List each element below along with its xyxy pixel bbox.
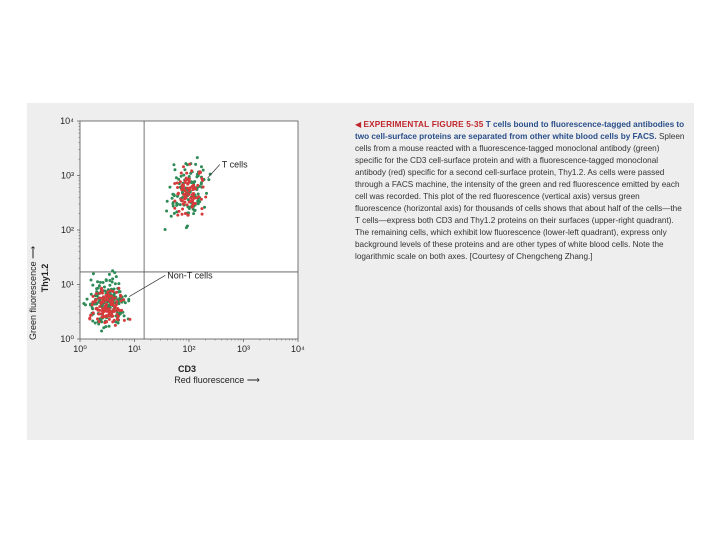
red-point xyxy=(191,199,194,202)
red-point xyxy=(108,295,111,298)
green-point xyxy=(102,281,105,284)
red-point xyxy=(182,184,185,187)
green-point xyxy=(90,278,93,281)
green-point xyxy=(172,163,175,166)
green-point xyxy=(182,174,185,177)
figure-panel xyxy=(27,103,694,440)
green-point xyxy=(103,285,106,288)
x-tick-label: 10² xyxy=(182,344,196,354)
figure-title: T cells bound to fluorescence-tagged antibodies to two cell-surface proteins are separated from other white blood cells by FACS. xyxy=(355,120,685,141)
red-point xyxy=(115,291,118,294)
green-point xyxy=(104,325,107,328)
red-point xyxy=(202,185,205,188)
red-point xyxy=(105,320,108,323)
red-point xyxy=(114,297,117,300)
red-point xyxy=(191,206,194,209)
green-point xyxy=(100,329,103,332)
green-point xyxy=(92,272,95,275)
red-point xyxy=(186,187,189,190)
red-point xyxy=(114,324,117,327)
red-point xyxy=(115,300,118,303)
y-tick-label: 10¹ xyxy=(60,279,74,290)
figure-label: EXPERIMENTAL FIGURE 5-35 xyxy=(363,120,484,129)
x-axis-protein-label: CD3 xyxy=(177,364,197,374)
red-point xyxy=(109,289,112,292)
red-point xyxy=(186,178,189,181)
x-axis-label: Red fluorescence ⟶ xyxy=(174,375,260,385)
green-point xyxy=(192,212,195,215)
red-point xyxy=(94,299,97,302)
green-point xyxy=(84,303,87,306)
red-point xyxy=(185,191,188,194)
red-point xyxy=(88,318,91,321)
red-point xyxy=(182,165,185,168)
red-point xyxy=(186,214,189,217)
red-point xyxy=(181,207,184,210)
green-point xyxy=(177,178,180,181)
green-point xyxy=(179,203,182,206)
green-point xyxy=(91,307,94,310)
red-point xyxy=(177,192,180,195)
red-point xyxy=(116,313,119,316)
red-point xyxy=(92,295,95,298)
red-point xyxy=(106,299,109,302)
x-tick-label: 10³ xyxy=(236,344,251,354)
red-point xyxy=(100,288,103,291)
red-point xyxy=(173,207,176,210)
red-point xyxy=(115,303,118,306)
red-point xyxy=(119,299,122,302)
red-point xyxy=(89,314,92,317)
red-point xyxy=(98,296,101,299)
red-point xyxy=(108,313,111,316)
green-point xyxy=(114,282,117,285)
red-point xyxy=(112,290,115,293)
red-point xyxy=(110,315,113,318)
green-point xyxy=(171,197,174,200)
red-point xyxy=(180,198,183,201)
green-point xyxy=(108,279,111,282)
red-point xyxy=(116,318,119,321)
red-point xyxy=(176,182,179,185)
green-point xyxy=(171,193,174,196)
red-point xyxy=(173,182,176,185)
green-point xyxy=(200,183,203,186)
red-point xyxy=(186,203,189,206)
caption-arrow-icon: ◀ xyxy=(355,120,362,129)
red-point xyxy=(98,305,101,308)
red-point xyxy=(108,318,111,321)
green-point xyxy=(202,169,205,172)
red-point xyxy=(119,294,122,297)
red-point xyxy=(184,212,187,215)
green-point xyxy=(86,298,89,301)
green-point xyxy=(99,281,102,284)
red-point xyxy=(179,180,182,183)
y-tick-label: 10⁰ xyxy=(60,334,74,344)
red-point xyxy=(101,312,104,315)
red-point xyxy=(128,318,131,321)
red-point xyxy=(201,179,204,182)
red-point xyxy=(103,295,106,298)
red-point xyxy=(188,190,191,193)
red-point xyxy=(178,210,181,213)
green-point xyxy=(105,279,108,282)
red-point xyxy=(96,317,99,320)
y-axis-label: Green fluorescence ⟶ xyxy=(28,246,38,340)
y-tick-label: 10⁴ xyxy=(60,116,74,126)
y-tick-label: 10² xyxy=(60,225,74,235)
red-point xyxy=(98,312,101,315)
x-tick-label: 10⁰ xyxy=(73,344,87,354)
red-point xyxy=(100,316,103,319)
green-point xyxy=(207,178,210,181)
green-point xyxy=(119,290,122,293)
figure-caption xyxy=(355,119,688,263)
green-point xyxy=(94,322,97,325)
green-point xyxy=(108,273,111,276)
green-point xyxy=(197,202,200,205)
red-point xyxy=(200,207,203,210)
red-point xyxy=(180,172,183,175)
green-point xyxy=(165,209,168,212)
red-point xyxy=(117,308,120,311)
non-t-cells-label: Non-T cells xyxy=(167,270,213,281)
green-point xyxy=(166,200,169,203)
green-point xyxy=(91,284,94,287)
green-point xyxy=(108,325,111,328)
green-point xyxy=(123,314,126,317)
red-point xyxy=(98,320,101,323)
red-point xyxy=(190,194,193,197)
green-point xyxy=(183,168,186,171)
green-point xyxy=(91,319,94,322)
green-point xyxy=(175,204,178,207)
red-point xyxy=(98,292,101,295)
red-point xyxy=(201,213,204,216)
red-point xyxy=(200,198,203,201)
red-point xyxy=(91,303,94,306)
red-point xyxy=(123,319,126,322)
y-axis-protein-label: Thy1.2 xyxy=(40,263,50,293)
red-point xyxy=(120,309,123,312)
red-point xyxy=(193,197,196,200)
red-point xyxy=(112,308,115,311)
red-point xyxy=(180,188,183,191)
green-point xyxy=(108,284,111,287)
red-point xyxy=(183,197,186,200)
green-point xyxy=(200,165,203,168)
red-point xyxy=(173,199,176,202)
red-point xyxy=(105,294,108,297)
red-point xyxy=(185,172,188,175)
t-cells-label: T cells xyxy=(221,159,248,170)
red-point xyxy=(181,213,184,216)
red-point xyxy=(99,301,102,304)
green-point xyxy=(184,162,187,165)
green-point xyxy=(127,299,130,302)
red-point xyxy=(191,188,194,191)
red-point xyxy=(113,319,116,322)
green-point xyxy=(115,275,118,278)
green-point xyxy=(98,284,101,287)
green-point xyxy=(197,193,200,196)
green-point xyxy=(95,287,98,290)
red-point xyxy=(92,311,95,314)
red-point xyxy=(186,183,189,186)
red-point xyxy=(189,197,192,200)
red-point xyxy=(196,184,199,187)
green-point xyxy=(170,215,173,218)
red-point xyxy=(95,307,98,310)
red-point xyxy=(176,186,179,189)
red-point xyxy=(204,196,207,199)
red-point xyxy=(110,302,113,305)
red-point xyxy=(95,292,98,295)
x-tick-label: 10¹ xyxy=(127,344,142,354)
red-point xyxy=(198,172,201,175)
green-point xyxy=(196,156,199,159)
green-point xyxy=(96,280,99,283)
figure-body: Spleen cells from a mouse reacted with a fluorescence-tagged monoclonal antibody (green) specific for the CD3 cell-surface protein and with a fluorescence-tagged monoclonal antibody (red) specific for a second cell-surface protein, Thy1.2. As cells were passed through a FACS machine, the intensity of the green and red fluorescence emitted by each cell was recorded. This plot of the red fluorescence (vertical axis) versus green fluorescence (horizontal axis) for thousands of cells shows that about half of the cells—the T cells—express both CD3 and Thy1.2 proteins on their surfaces (upper-right quadrant). The remaining cells, which exhibit low fluorescence (lower-left quadrant), express only background levels of these proteins and are other types of white blood cells. Note the logarithmic scale on both axes. [Courtesy of Chengcheng Zhang.] xyxy=(355,132,685,261)
y-tick-label: 10³ xyxy=(60,170,74,181)
green-point xyxy=(173,168,176,171)
red-point xyxy=(110,298,113,301)
green-point xyxy=(124,301,127,304)
red-point xyxy=(176,214,179,217)
red-point xyxy=(182,203,185,206)
red-point xyxy=(104,315,107,318)
green-point xyxy=(168,186,171,189)
red-point xyxy=(188,163,191,166)
green-point xyxy=(164,228,167,231)
red-point xyxy=(106,290,109,293)
green-point xyxy=(203,206,206,209)
green-point xyxy=(205,192,208,195)
red-point xyxy=(104,304,107,307)
green-point xyxy=(117,282,120,285)
x-tick-label: 10⁴ xyxy=(291,344,305,354)
red-point xyxy=(122,298,125,301)
red-point xyxy=(107,308,110,311)
green-point xyxy=(194,163,197,166)
green-point xyxy=(180,175,183,178)
green-point xyxy=(111,277,114,280)
green-point xyxy=(185,226,188,229)
red-point xyxy=(190,169,193,172)
green-point xyxy=(124,294,127,297)
red-point xyxy=(117,287,120,290)
green-point xyxy=(113,271,116,274)
